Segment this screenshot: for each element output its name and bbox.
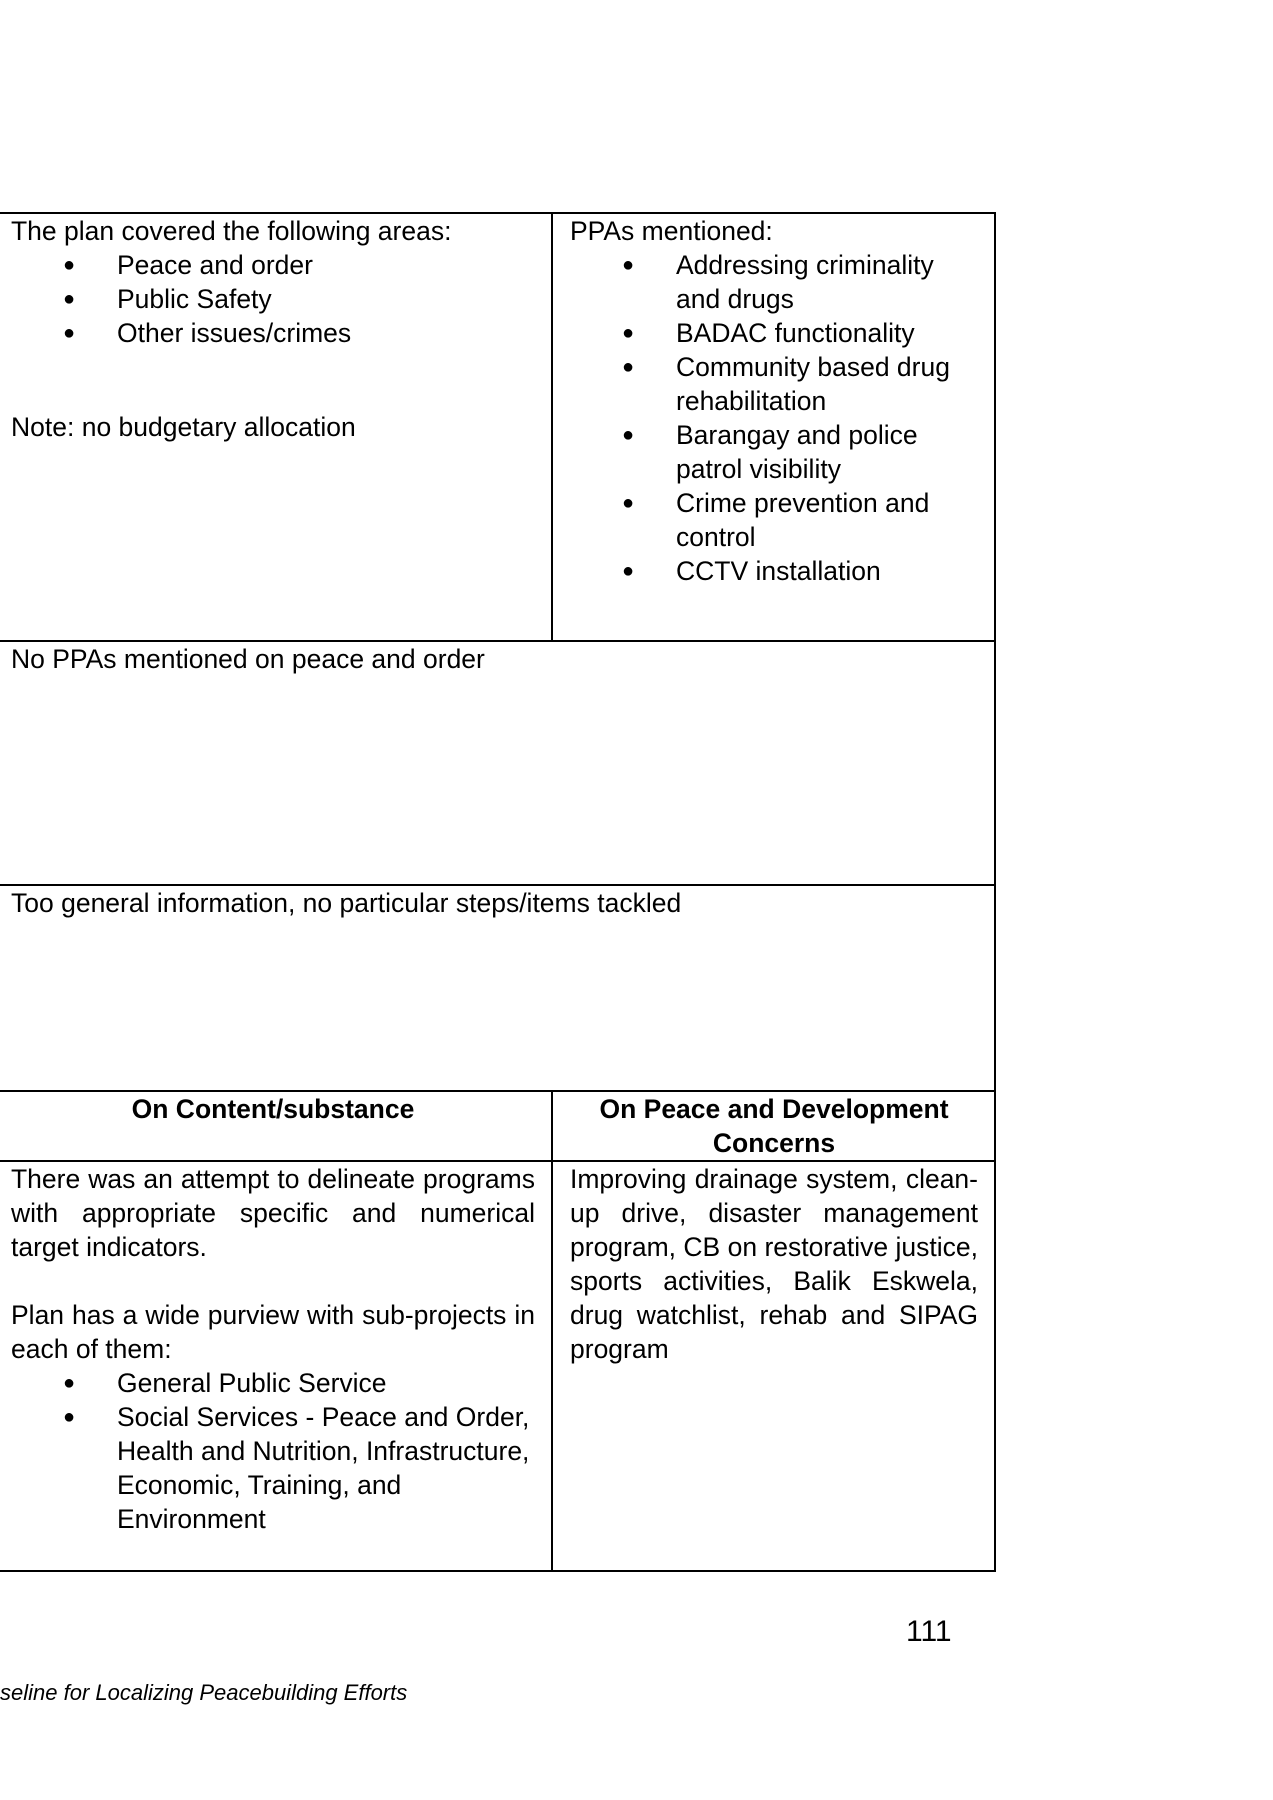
list-item: ● Public Safety — [11, 282, 535, 316]
attempt-paragraph: There was an attempt to delineate programs with appropriate specific and numerical target indicators. — [11, 1164, 535, 1262]
list-item: ● Social Services - Peace and Order, Health and Nutrition, Infrastructure, Economic, Training, and Environment — [11, 1400, 535, 1536]
footer-title: seline for Localizing Peacebuilding Efforts — [0, 1680, 408, 1705]
areas-list — [11, 248, 535, 350]
list-item: ● Other issues/crimes — [11, 316, 535, 350]
ppas-intro: PPAs mentioned: — [570, 216, 773, 246]
table-header-row — [0, 1091, 995, 1161]
concerns-text: Improving drainage system, clean-up drive, disaster management program, CB on restorative justice, sports activities, Balik Eskwela, drug watchlist, rehab and SIPAG program — [570, 1164, 978, 1364]
concerns-cell — [552, 1161, 995, 1571]
list-item: ● Addressing criminality and drugs — [570, 248, 978, 316]
table-row — [0, 1161, 995, 1571]
table-row — [0, 885, 995, 1091]
assessment-table — [0, 212, 996, 1572]
areas-covered-cell — [0, 213, 552, 641]
no-ppas-cell: No PPAs mentioned on peace and order — [0, 641, 995, 885]
list-item: ● Barangay and police patrol visibility — [570, 418, 978, 486]
general-info-cell: Too general information, no particular steps/items tackled — [0, 885, 995, 1091]
table-row — [0, 213, 995, 641]
ppas-list — [570, 248, 978, 588]
list-item: ● Community based drug rehabilitation — [570, 350, 978, 418]
page-number: 111 — [906, 1615, 952, 1648]
header-content-substance: On Content/substance — [0, 1091, 552, 1161]
areas-intro: The plan covered the following areas: — [11, 216, 452, 246]
subprojects-list — [11, 1366, 535, 1536]
list-item: ● Crime prevention and control — [570, 486, 978, 554]
purview-paragraph: Plan has a wide purview with sub-projects in each of them: — [11, 1300, 535, 1364]
list-item: ● CCTV installation — [570, 554, 978, 588]
content-substance-cell — [0, 1161, 552, 1571]
list-item: ● Peace and order — [11, 248, 535, 282]
header-peace-development: On Peace and Development Concerns — [552, 1091, 995, 1161]
list-item: ● BADAC functionality — [570, 316, 978, 350]
table-row — [0, 641, 995, 885]
ppas-cell — [552, 213, 995, 641]
list-item: ● General Public Service — [11, 1366, 535, 1400]
budget-note: Note: no budgetary allocation — [11, 412, 356, 442]
